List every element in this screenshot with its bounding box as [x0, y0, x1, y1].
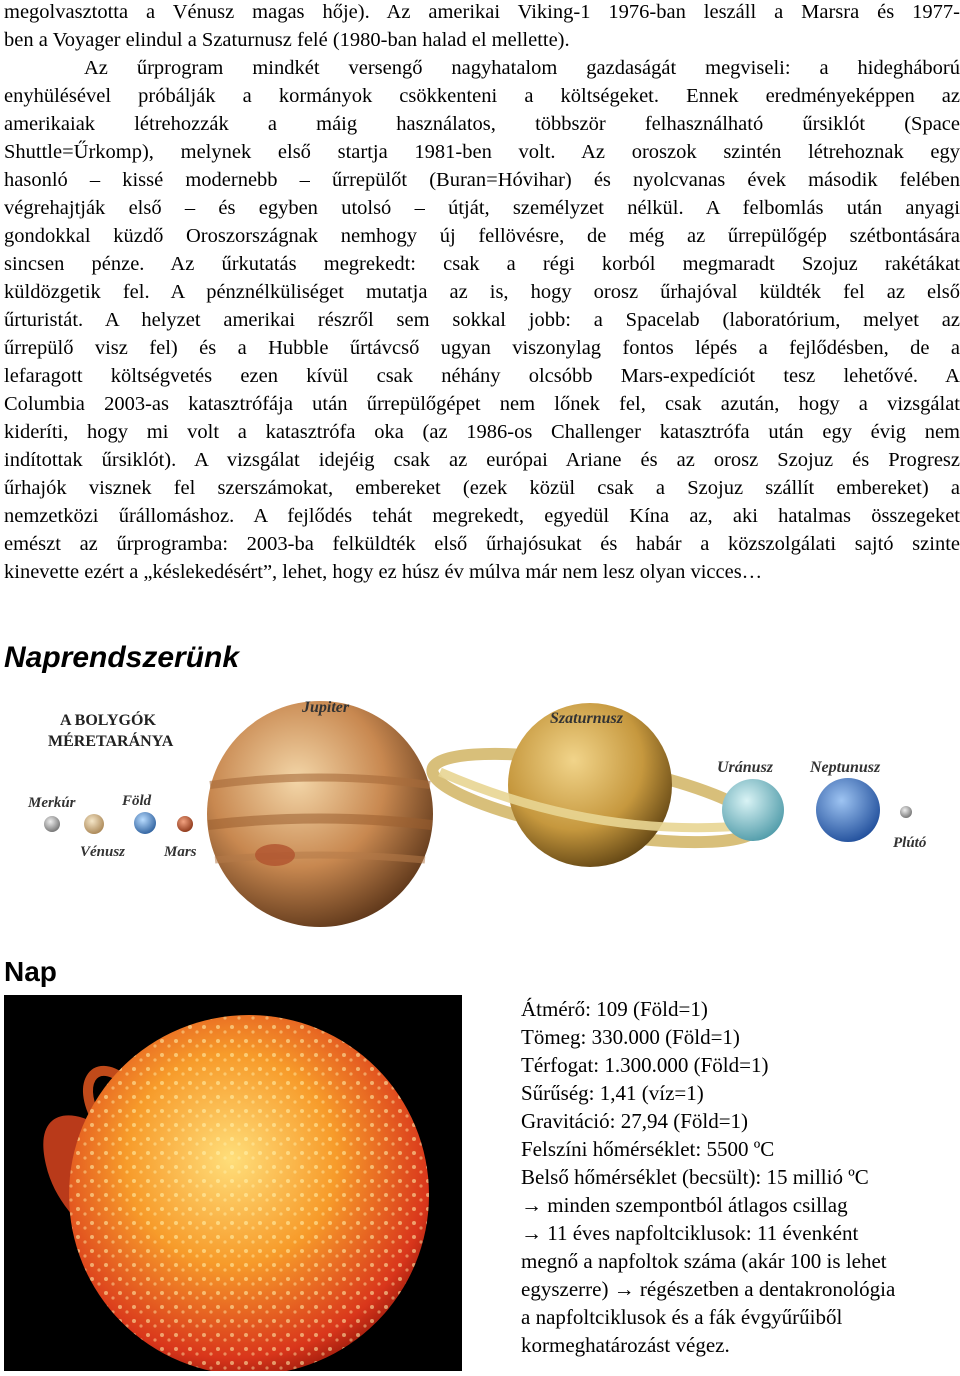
text-line: űrrepülő visz fel) és a Hubble űrtávcső ugyan viszonylag fontos lépés a fejlődésben, de a	[4, 337, 960, 359]
text-line: Shuttle=Űrkomp), melynek első startja 1981-ben volt. Az oroszok szintén létrehoznak egy	[4, 141, 960, 163]
text-line: amerikaiak létrehozzák a máig használatos, többször felhasználható űrsiklót (Space	[4, 113, 960, 135]
text-line: lefaragott költségvetés ezen kívül csak néhány olcsóbb Mars-expedíciót tesz lehetővé. A	[4, 365, 960, 387]
text-line: kideríti, hogy mi volt a katasztrófa oka (az 1986-os Challenger katasztrófa után egy évig nem	[4, 421, 960, 443]
text-line: indítottak űrsiklót). A vizsgálat idejéig csak az európai Ariane és az orosz Szojuz és Progresz	[4, 449, 960, 471]
svg-text:MÉRETARÁNYA: MÉRETARÁNYA	[48, 733, 174, 750]
figure-title	[48, 710, 174, 750]
sun-photo	[4, 995, 462, 1371]
pluto-planet	[900, 806, 912, 818]
text-line: Columbia 2003-as katasztrófája után űrrepülőgépet nem lőnek fel, csak azután, hogy a vizsgálat	[4, 393, 960, 415]
text-line: űrturistát. A helyzet amerikai részről sem sokkal jobb: a Spacelab (laboratórium, melyet az	[4, 309, 960, 331]
venus-planet	[84, 814, 104, 834]
text-line: Az űrprogram mindkét versengő nagyhatalom gazdaságát megviseli: a hidegháború	[84, 57, 960, 79]
neptune-label: Neptunusz	[810, 759, 881, 776]
text-line: enyhülésével próbálják a kormányok csökkenteni a költségeket. Ennek eredményeképpen az	[4, 85, 960, 107]
solar-system-heading: Naprendszerünk	[4, 641, 240, 674]
sun-fact: a napfoltciklusok és a fák évgyűrűiből	[521, 1305, 843, 1329]
venus-label: Vénusz	[80, 844, 126, 860]
sun-fact: Felszíni hőmérséklet: 5500 ºC	[521, 1137, 775, 1161]
planet-scale-figure	[20, 690, 960, 930]
mercury-planet	[44, 816, 60, 832]
intro-paragraph	[4, 0, 960, 586]
sun-facts-list	[521, 995, 957, 1359]
sun-fact: Gravitáció: 27,94 (Föld=1)	[521, 1109, 749, 1133]
sun-heading: Nap	[4, 956, 57, 987]
svg-text:A BOLYGÓK: A BOLYGÓK	[60, 712, 156, 729]
sun-fact: → 11 éves napfoltciklusok: 11 évenként	[521, 1221, 859, 1245]
text-line: nemzetközi űrállomáshoz. A fejlődés tehát megrekedt, egyedül Kína az, aki hatalmas összegeket	[4, 505, 960, 527]
sun-fact: Átmérő: 109 (Föld=1)	[521, 997, 708, 1021]
sun-fact: Belső hőmérséklet (becsült): 15 millió ºC	[521, 1165, 869, 1189]
mercury-label: Merkúr	[28, 795, 76, 811]
text-line: űrhajók visznek fel szerszámokat, embereket (ezek közül csak a Szojuz szállít embereket) a	[4, 477, 960, 499]
sun-fact: megnő a napfoltok száma (akár 100 is lehet	[521, 1249, 887, 1273]
sun-fact: egyszerre) → régészetben a dentakronológia	[521, 1277, 896, 1301]
earth-planet	[134, 812, 156, 834]
mars-label: Mars	[164, 844, 197, 860]
jupiter-planet	[207, 701, 433, 927]
jupiter-label: Jupiter	[302, 699, 350, 716]
sun-fact: kormeghatározást végez.	[521, 1333, 730, 1357]
pluto-label: Plútó	[893, 835, 927, 851]
saturn-planet	[427, 703, 764, 867]
text-line: emészt az űrprogramba: 2003-ba felküldték első űrhajósukat és habár a közszolgálati sajtó szinte	[4, 533, 960, 555]
text-line: küldözgetik fel. A pénznélküliséget mutatja az is, hogy orosz űrhajóval küldték fel az első	[4, 281, 960, 303]
text-line: megolvasztotta a Vénusz magas hője). Az amerikai Viking-1 1976-ban leszáll a Marsra és 1977-	[4, 1, 960, 23]
sun-fact: Tömeg: 330.000 (Föld=1)	[521, 1025, 740, 1049]
text-line: gondokkal küzdő Oroszországnak nemhogy új fellövésre, de még az űrrepülőgép szétbontására	[4, 225, 960, 247]
sun-fact: Sűrűség: 1,41 (víz=1)	[521, 1081, 704, 1105]
earth-label: Föld	[122, 793, 152, 809]
text-line: hasonló – kissé modernebb – űrrepülőt (Buran=Hóvihar) és nyolcvanas évek második felében	[4, 169, 960, 191]
text-line: sincsen pénze. Az űrkutatás megrekedt: csak a régi korból megmaradt Szojuz rakétákat	[4, 253, 960, 275]
sun-fact: → minden szempontból átlagos csillag	[521, 1193, 848, 1217]
mars-planet	[177, 816, 193, 832]
uranus-planet	[722, 779, 784, 841]
neptune-planet	[816, 778, 880, 842]
saturn-label: Szaturnusz	[550, 710, 623, 727]
sun-fact: Térfogat: 1.300.000 (Föld=1)	[521, 1053, 769, 1077]
text-line: végrehajtják első – és egyben utolsó – útját, személyzet nélkül. A felbomlás után anyagi	[4, 197, 960, 219]
text-line: ben a Voyager elindul a Szaturnusz felé (1980-ban halad el mellette).	[4, 29, 570, 51]
text-line: kinevette ezért a „késlekedésért”, lehet, hogy ez húsz év múlva már nem lesz olyan vicces…	[4, 561, 763, 583]
uranus-label: Uránusz	[717, 759, 774, 776]
